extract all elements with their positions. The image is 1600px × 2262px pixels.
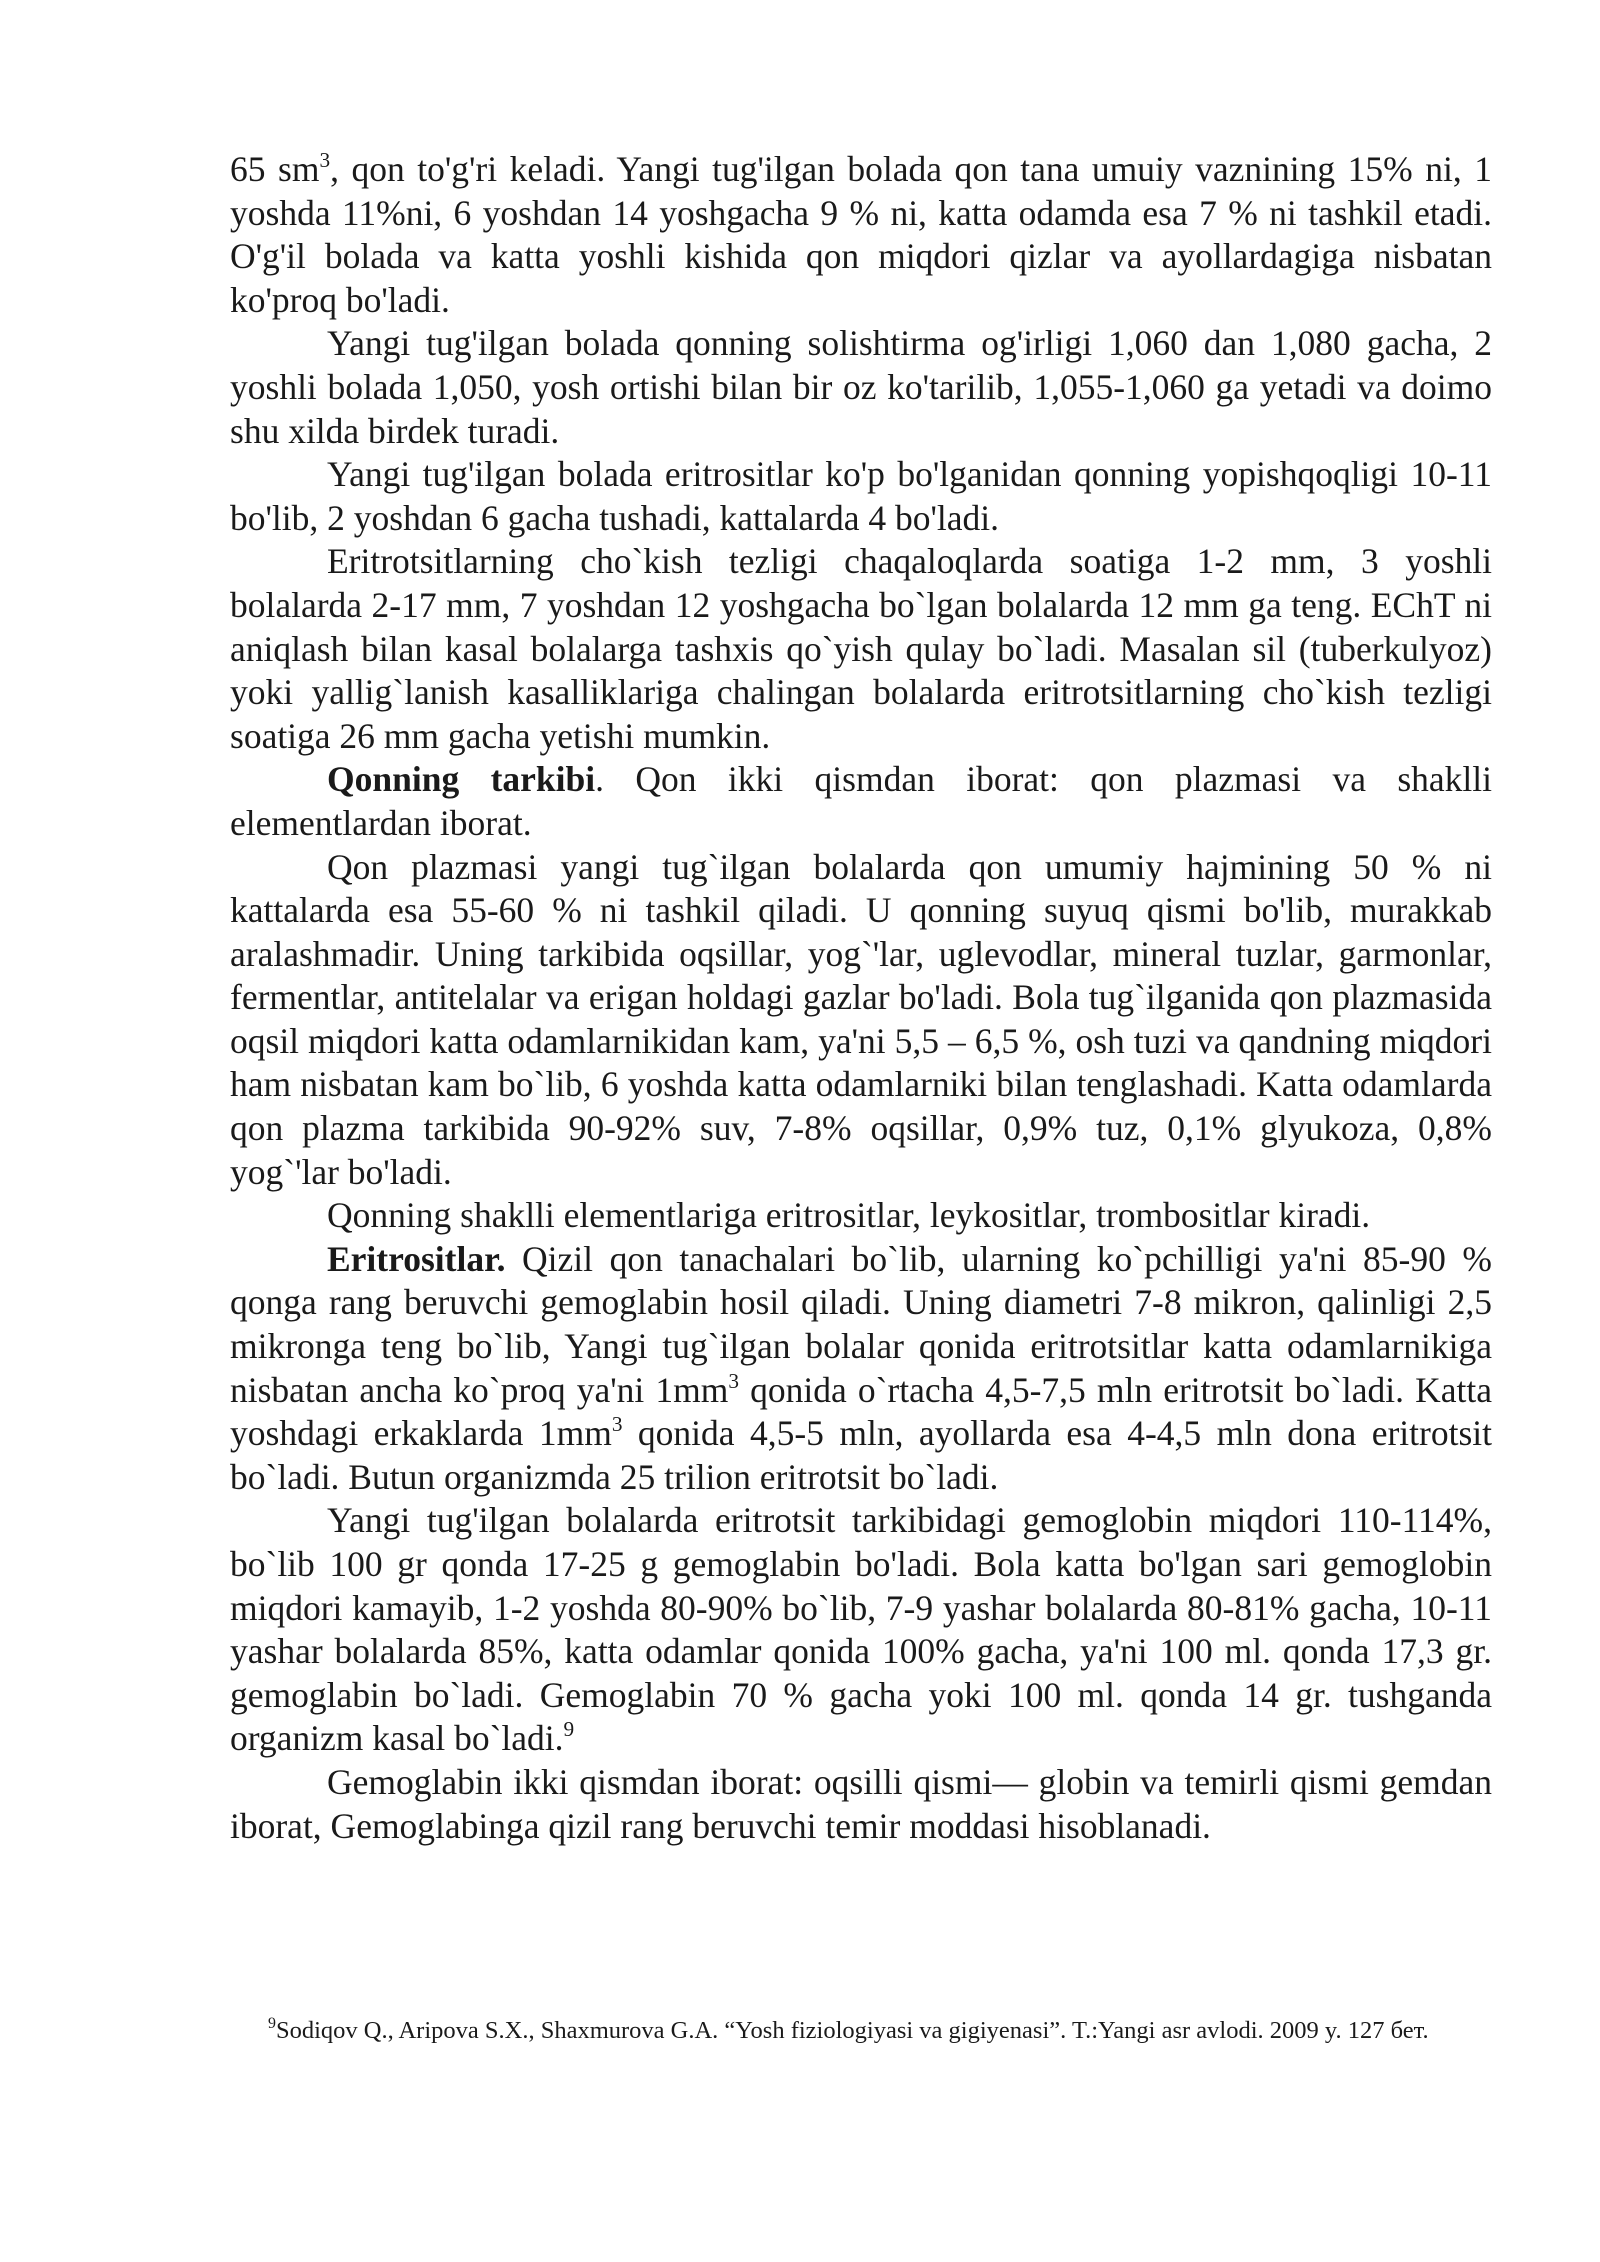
text-span: Qizil qon tanachalari bo`lib, ularning ko`pchilligi ya'ni 85-90 % qonga rang beruvchi gemoglabin hosil qiladi. Uning diametri 7-8 mikron, qalinligi 2,5 mikronga teng bo`lib, Yangi tug`ilgan bolalar qonida eritrotsitlar katta odamlarnikiga nisbatan ancha ko`proq ya'ni 1mm: [230, 1238, 1492, 1410]
text-span: , qon to'g'ri keladi. Yangi tug'ilgan bolada qon tana umuiy vaznining 15% ni, 1 yoshda 11%ni, 6 yoshdan 14 yoshgacha 9 % ni, katta odamda esa 7 % ni tashkil etadi. O'g'il bolada va katta yoshli kishida qon miqdori qizlar va ayollardagiga nisbatan ko'proq bo'ladi.: [230, 149, 1492, 320]
paragraph-hemoglobin: [230, 1499, 1492, 1761]
text-span: . Qon ikki qismdan iborat: qon plazmasi va shaklli elementlardan iborat.: [230, 759, 1493, 843]
footnote: [268, 2014, 1492, 2048]
paragraph-formed-elements: Qonning shaklli elementlariga eritrositlar, leykositlar, trombositlar kiradi.: [327, 1195, 1371, 1236]
paragraph-blood-volume: [230, 148, 1492, 322]
paragraph-esr: Eritrotsitlarning cho`kish tezligi chaqaloqlarda soatiga 1-2 mm, 3 yoshli bolalarda 2-17 mm, 7 yoshdan 12 yoshgacha bo`lgan bolalarda 12 mm ga teng. EChT ni aniqlash bilan kasal bolalarga tashxis qo`yish qulay bo`ladi. Masalan sil (tuberkulyoz) yoki yallig`lanish kasalliklariga chalingan bolalarda eritrotsitlarning cho`kish tezligi soatiga 26 mm gacha yetishi mumkin.: [230, 541, 1492, 756]
section-heading: Qonning tarkibi: [327, 759, 596, 800]
paragraph-viscosity: Yangi tug'ilgan bolada eritrositlar ko'p bo'lganidan qonning yopishqoqligi 10-11 bo'lib, 2 yoshdan 6 gacha tushadi, kattalarda 4 bo'ladi.: [230, 454, 1492, 538]
text-span: 65 sm: [230, 149, 320, 189]
superscript: 3: [319, 148, 331, 173]
text-span: qonida o`rtacha 4,5-7,5 mln eritrotsit bo`ladi. Katta yoshdagi erkaklarda 1mm: [230, 1369, 1492, 1454]
superscript: 3: [728, 1368, 740, 1393]
paragraph-hemoglobin-parts: Gemoglabin ikki qismdan iborat: oqsilli qismi— globin va temirli qismi gemdan iborat, Gemoglabinga qizil rang beruvchi temir moddasi hisoblanadi.: [230, 1761, 1492, 1846]
section-heading: Eritrositlar.: [327, 1238, 506, 1279]
paragraph-erythrocytes: [230, 1238, 1492, 1500]
footnote-text: Sodiqov Q., Aripova S.X., Shaxmurova G.A. “Yosh fiziologiyasi va gigiyenasi”. T.:Yangi asr avlodi. 2009 y. 127 бет.: [275, 2017, 1429, 2044]
paragraph-blood-composition: [230, 758, 1492, 845]
paragraph-plasma: Qon plazmasi yangi tug`ilgan bolalarda qon umumiy hajmining 50 % ni kattalarda esa 55-60 % ni tashkil qiladi. U qonning suyuq qismi bo'lib, murakkab aralashmadir. Uning tarkibida oqsillar, yog`'lar, uglevodlar, mineral tuzlar, garmonlar, fermentlar, antitelalar va erigan holdagi gazlar bo'ladi. Bola tug`ilganida qon plazmasida oqsil miqdori katta odamlarnikidan kam, ya'ni 5,5 – 6,5 %, osh tuzi va qandning miqdori ham nisbatan kam bo`lib, 6 yoshda katta odamlarniki bilan tenglashadi. Katta odamlarda qon plazma tarkibida 90-92% suv, 7-8% oqsillar, 0,9% tuz, 0,1% glyukoza, 0,8% yog`'lar bo'ladi.: [230, 846, 1492, 1192]
superscript: 3: [611, 1412, 623, 1437]
text-span: Yangi tug'ilgan bolalarda eritrotsit tarkibidagi gemoglobin miqdori 110-114%, bo`lib 100 gr qonda 17-25 g gemoglabin bo'ladi. Bola katta bo'lgan sari gemoglobin miqdori kamayib, 1-2 yoshda 80-90% bo`lib, 7-9 yashar bolalarda 80-81% gacha, 10-11 yashar bolalarda 85%, katta odamlar qonida 100% gacha, ya'ni 100 ml. qonda 17,3 gr. gemoglabin bo`ladi. Gemoglabin 70 % gacha yoki 100 ml. qonda 14 gr. tushganda organizm kasal bo`ladi.: [230, 1500, 1492, 1759]
footnote-mark: 9: [268, 2015, 276, 2033]
page-body: [230, 148, 1492, 1848]
paragraph-specific-gravity: Yangi tug'ilgan bolada qonning solishtirma og'irligi 1,060 dan 1,080 gacha, 2 yoshli bolada 1,050, yosh ortishi bilan bir oz ko'tarilib, 1,055-1,060 ga yetadi va doimo shu xilda birdek turadi.: [230, 323, 1492, 451]
footnote-reference[interactable]: 9: [563, 1717, 575, 1742]
text-span: qonida 4,5-5 mln, ayollarda esa 4-4,5 mln dona eritrotsit bo`ladi. Butun organizmda 25 trilion eritrotsit bo`ladi.: [230, 1413, 1492, 1497]
